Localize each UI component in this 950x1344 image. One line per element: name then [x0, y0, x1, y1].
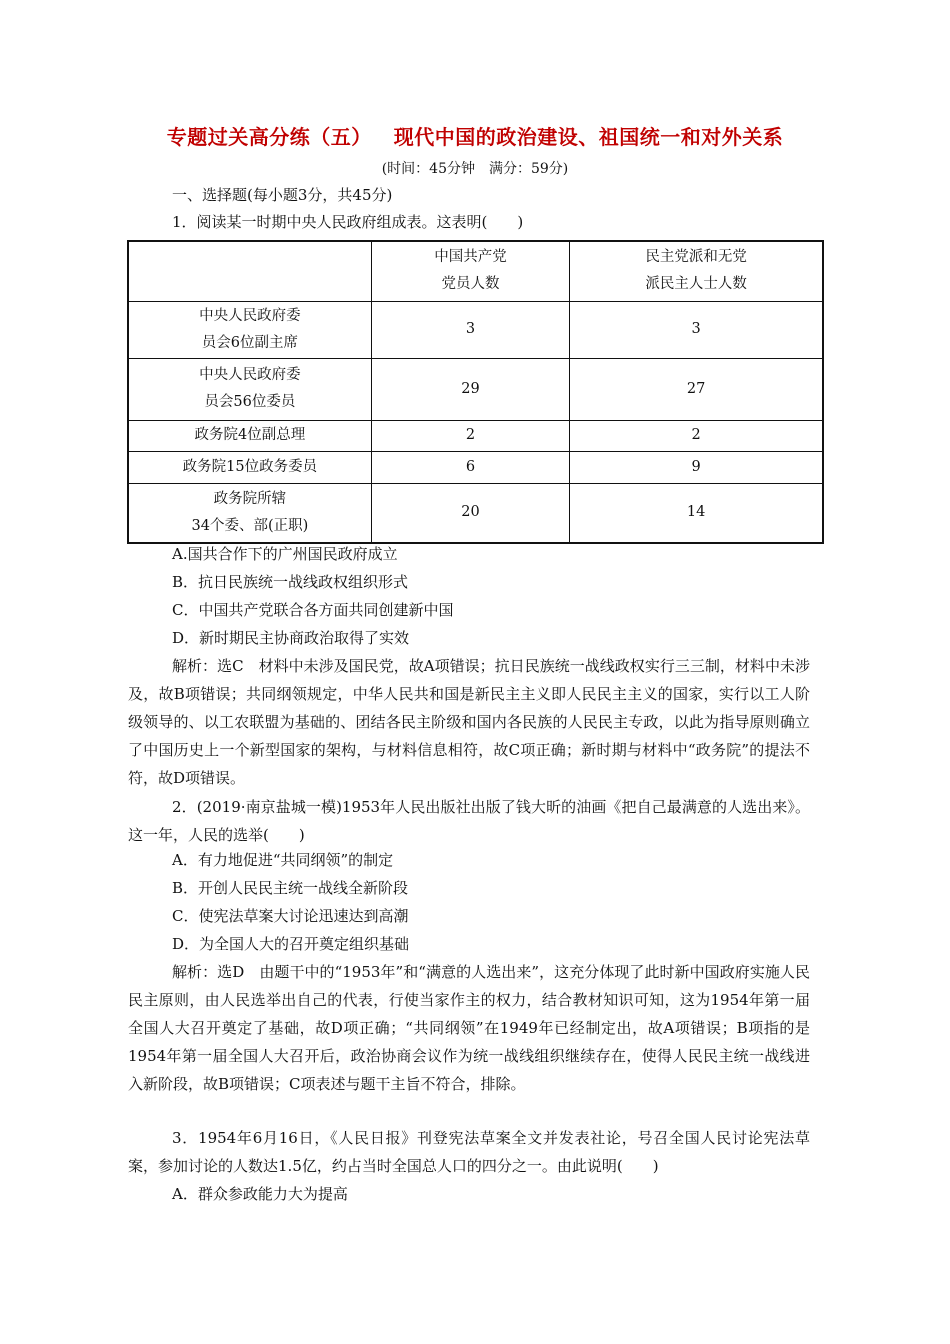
democratic-count: 14 — [570, 483, 823, 543]
cpc-count: 2 — [371, 420, 569, 451]
row-label — [128, 420, 371, 451]
cpc-count: 3 — [371, 301, 569, 358]
q1-option-d: D．新时期民主协商政治取得了实效 — [172, 629, 410, 647]
q2-option-c: C．使宪法草案大讨论迅速达到高潮 — [172, 907, 409, 925]
row-label — [128, 451, 371, 483]
row-label-line: 政务院所辖 — [213, 490, 287, 507]
government-composition-table — [127, 240, 824, 544]
q2-analysis — [128, 958, 810, 1098]
section-heading: 一、选择题(每小题3分，共45分) — [172, 186, 393, 204]
q1-stem: 1．阅读某一时期中央人民政府组成表。这表明( ) — [172, 213, 524, 231]
cpc-count: 6 — [371, 451, 569, 483]
header-line: 中国共产党 — [434, 249, 507, 266]
table-row — [128, 451, 823, 483]
q2-stem: 2．(2019·南京盐城一模)1953年人民出版社出版了钱大昕的油画《把自己最满意的人选出来》。这一年，人民的选举( ) — [128, 798, 810, 844]
q2-option-a: A．有力地促进“共同纲领”的制定 — [172, 851, 394, 869]
q1-analysis-text: 解析：选C 材料中未涉及国民党，故A项错误；抗日民族统一战线政权实行三三制，材料中未涉及，故B项错误；共同纲领规定，中华人民共和国是新民主主义即人民民主主义的国家，实行以工人阶级领导的、以工农联盟为基础的、团结各民主阶级和国内各民族的人民民主专政，以此为指导原则确立了中国历史上一个新型国家的架构，与材料信息相符，故C项正确；新时期与材料中“政务院”的提法不符，故D项错误。 — [128, 657, 810, 787]
table-row — [128, 483, 823, 543]
q2-option-d: D．为全国人大的召开奠定组织基础 — [172, 935, 410, 953]
q2-analysis-text: 解析：选D 由题干中的“1953年”和“满意的人选出来”，这充分体现了此时新中国政府实施人民民主原则，由人民选举出自己的代表，行使当家作主的权力，结合教材知识可知，这为1954年第一届全国人大召开奠定了基础，故D项正确；“共同纲领”在1949年已经制定出，故A项错误；B项指的是1954年第一届全国人大召开后，政治协商会议作为统一战线组织继续存在，使得人民民主统一战线进入新阶段，故B项错误；C项表述与题干主旨不符合，排除。 — [128, 963, 810, 1093]
row-label-line: 34个委、部(正职) — [191, 517, 309, 534]
q3-option-a: A．群众参政能力大为提高 — [172, 1185, 348, 1203]
q1-option-c: C．中国共产党联合各方面共同创建新中国 — [172, 601, 454, 619]
header-line: 党员人数 — [441, 276, 500, 293]
header-line: 派民主人士人数 — [645, 276, 747, 293]
table-row — [128, 358, 823, 420]
cpc-count: 20 — [371, 483, 569, 543]
democratic-count: 2 — [570, 420, 823, 451]
title-part-1: 专题过关高分练（五） — [166, 125, 372, 149]
table-header-cell — [128, 241, 371, 301]
row-label-line: 中央人民政府委 — [199, 367, 301, 383]
q2-option-b: B．开创人民民主统一战线全新阶段 — [172, 879, 409, 897]
q3-stem-block — [128, 1124, 810, 1180]
row-label — [128, 358, 371, 420]
table-row — [128, 301, 823, 358]
row-label-line: 政务院4位副总理 — [194, 427, 306, 443]
democratic-count: 3 — [570, 301, 823, 358]
exam-time-info: (时间：45分钟 满分：59分) — [381, 161, 569, 177]
row-label — [128, 483, 371, 543]
q3-stem: 3．1954年6月16日，《人民日报》刊登宪法草案全文并发表社论，号召全国人民讨论宪法草案，参加讨论的人数达1.5亿，约占当时全国总人口的四分之一。由此说明( ) — [128, 1129, 810, 1175]
row-label-line: 中央人民政府委 — [199, 307, 301, 324]
row-label-line: 员会6位副主席 — [201, 334, 299, 351]
header-line: 民主党派和无党 — [645, 249, 747, 266]
row-label-line: 员会56位委员 — [204, 394, 296, 410]
table-header-cell — [371, 241, 569, 301]
cpc-count: 29 — [371, 358, 569, 420]
title-part-2: 现代中国的政治建设、祖国统一和对外关系 — [393, 125, 784, 149]
q1-option-b: B．抗日民族统一战线政权组织形式 — [172, 573, 409, 591]
q1-analysis — [128, 652, 810, 792]
table-header-row — [128, 241, 823, 301]
q2-stem-block — [128, 793, 810, 849]
table-row — [128, 420, 823, 451]
democratic-count: 9 — [570, 451, 823, 483]
table-header-cell — [570, 241, 823, 301]
page-title — [0, 121, 950, 150]
democratic-count: 27 — [570, 358, 823, 420]
row-label — [128, 301, 371, 358]
row-label-line: 政务院15位政务委员 — [182, 458, 318, 475]
q1-option-a: A.国共合作下的广州国民政府成立 — [172, 545, 398, 563]
